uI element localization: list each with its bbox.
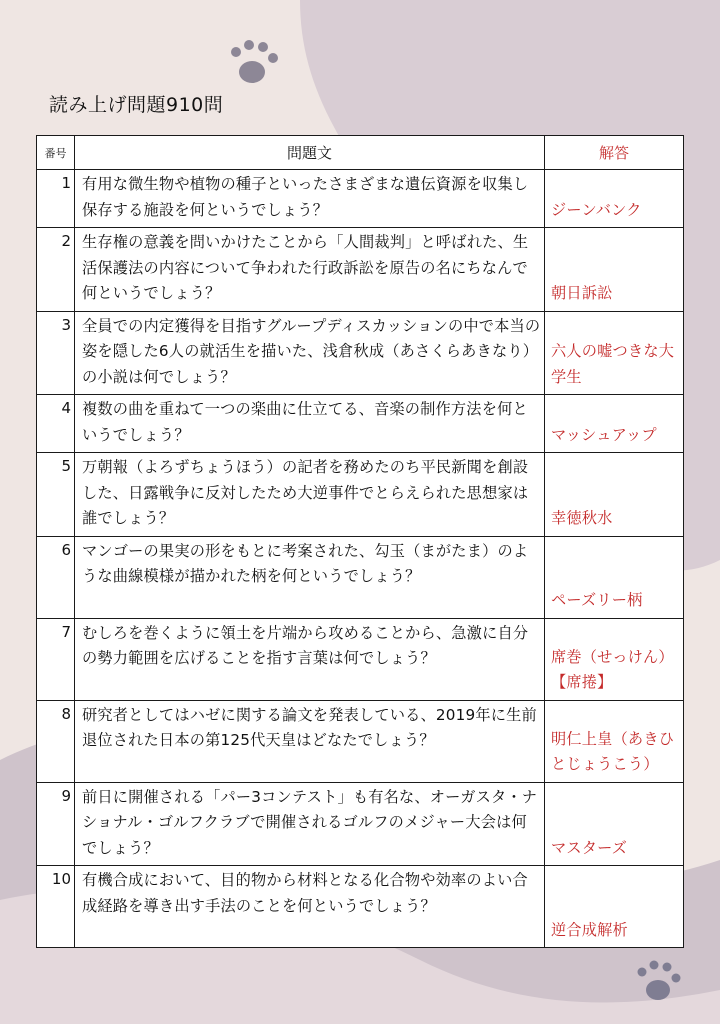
question-text: マンゴーの果実の形をもとに考案された、勾玉（まがたま）のような曲線模様が描かれた柄を何というでしょう？ (75, 536, 545, 618)
row-number: 6 (37, 536, 75, 618)
table-row (37, 311, 684, 395)
answer-text: 逆合成解析 (545, 866, 684, 948)
row-number: 9 (37, 782, 75, 866)
question-text: 有機合成において、目的物から材料となる化合物や効率のよい合成経路を導き出す手法のことを何というでしょう？ (75, 866, 545, 948)
table-row (37, 782, 684, 866)
answer-text: 明仁上皇（あきひとじょうこう） (545, 700, 684, 782)
table-row (37, 170, 684, 228)
quiz-table (36, 135, 684, 948)
table-row (37, 866, 684, 948)
question-text: むしろを巻くように領土を片端から攻めることから、急激に自分の勢力範囲を広げることを指す言葉は何でしょう？ (75, 618, 545, 700)
header-question: 問題文 (75, 136, 545, 170)
table-row (37, 536, 684, 618)
table-header-row (37, 136, 684, 170)
row-number: 8 (37, 700, 75, 782)
answer-text: マッシュアップ (545, 395, 684, 453)
table-row (37, 228, 684, 312)
question-text: 研究者としてはハゼに関する論文を発表している、2019年に生前退位された日本の第125代天皇はどなたでしょう？ (75, 700, 545, 782)
row-number: 1 (37, 170, 75, 228)
question-text: 万朝報（よろずちょうほう）の記者を務めたのち平民新聞を創設した、日露戦争に反対したため大逆事件でとらえられた思想家は誰でしょう？ (75, 453, 545, 537)
question-text: 生存権の意義を問いかけたことから「人間裁判」と呼ばれた、生活保護法の内容について争われた行政訴訟を原告の名にちなんで何というでしょう？ (75, 228, 545, 312)
page-title: 読み上げ問題910問 (49, 94, 224, 116)
header-answer: 解答 (545, 136, 684, 170)
table-row (37, 700, 684, 782)
answer-text: ジーンバンク (545, 170, 684, 228)
row-number: 7 (37, 618, 75, 700)
header-number: 番号 (37, 136, 75, 170)
row-number: 10 (37, 866, 75, 948)
answer-text: ペーズリー柄 (545, 536, 684, 618)
table-row (37, 618, 684, 700)
row-number: 3 (37, 311, 75, 395)
answer-text: 幸徳秋水 (545, 453, 684, 537)
table-row (37, 395, 684, 453)
answer-text: マスターズ (545, 782, 684, 866)
row-number: 5 (37, 453, 75, 537)
table-row (37, 453, 684, 537)
answer-text: 朝日訴訟 (545, 228, 684, 312)
answer-text: 席巻（せっけん）【席捲】 (545, 618, 684, 700)
paw-print-icon (231, 40, 278, 83)
question-text: 全員での内定獲得を目指すグループディスカッションの中で本当の姿を隠した6人の就活生を描いた、浅倉秋成（あさくらあきなり）の小説は何でしょう？ (75, 311, 545, 395)
question-text: 有用な微生物や植物の種子といったさまざまな遺伝資源を収集し保存する施設を何というでしょう？ (75, 170, 545, 228)
answer-text: 六人の嘘つきな大学生 (545, 311, 684, 395)
question-text: 複数の曲を重ねて一つの楽曲に仕立てる、音楽の制作方法を何というでしょう？ (75, 395, 545, 453)
row-number: 4 (37, 395, 75, 453)
question-text: 前日に開催される「パー3コンテスト」も有名な、オーガスタ・ナショナル・ゴルフクラブで開催されるゴルフのメジャー大会は何でしょう？ (75, 782, 545, 866)
row-number: 2 (37, 228, 75, 312)
